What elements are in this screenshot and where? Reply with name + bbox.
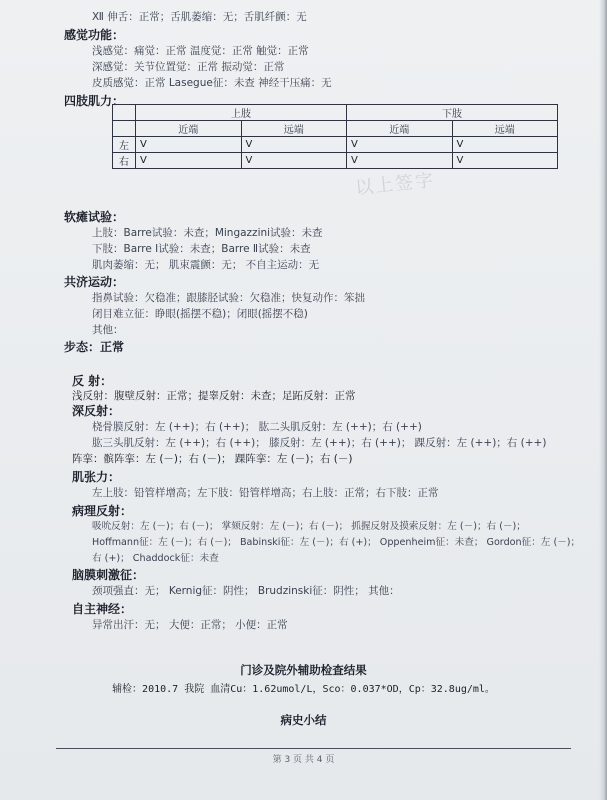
paralysis-lower: 下肢：Barre Ⅰ试验：未查；Barre Ⅱ试验：未查 [92,243,311,255]
row-side: 右 [113,153,136,169]
coordination-line3: 其他： [92,324,124,336]
superficial-reflex: 浅反射：腹壁反射：正常；提睾反射：未查；足跖反射：正常 [72,390,356,402]
strength-cell: V [136,153,242,169]
meningeal-heading: 脑膜刺激征： [72,568,145,582]
cranial-nerve-xii: Ⅻ 伸舌：正常；舌肌萎缩：无；舌肌纤颤：无 [92,11,307,23]
faded-stamp: 以上签字 [354,169,437,200]
autonomic-line: 异常出汗：无； 大便：正常； 小便：正常 [92,619,288,631]
upper-proximal-header: 近端 [136,121,242,137]
paralysis-heading: 软瘫试验： [64,210,125,224]
meningeal-line: 颈项强直：无； Kernig征：阴性； Brudzinski征：阴性； 其他： [92,585,400,597]
coordination-heading: 共济运动： [64,275,125,289]
pathological-line3: 右 (+)； Chaddock征：未查 [92,553,219,564]
lower-distal-header: 远端 [452,121,558,137]
pathological-heading: 病理反射： [72,504,133,518]
row-side: 左 [113,137,136,153]
sensory-cortical: 皮质感觉：正常 Lasegue征：未查 神经干压痛：无 [92,77,332,89]
strength-cell: V [136,137,242,153]
clonus: 阵挛：髌阵挛：左 (－)；右 (－)； 踝阵挛：左 (－)；右 (－) [72,453,353,465]
strength-cell: V [241,137,347,153]
deep-reflex-line2: 肱三头肌反射：左 (++)；右 (++)； 膝反射：左 (++)；右 (++)； 踝反射：左 (++)；右 (++) [92,437,547,449]
lower-limb-header: 下肢 [347,105,558,121]
strength-cell: V [241,153,347,169]
pathological-line1: 吸吮反射：左 (－)；右 (－)； 掌颏反射：左 (－)；右 (－)； 抓握反射及摸索反射：左 (－)；右 (－)； [92,521,526,532]
sensory-heading: 感觉功能： [64,28,125,42]
upper-distal-header: 远端 [241,121,347,137]
coordination-line1: 指鼻试验：欠稳准；跟膝胫试验：欠稳准；快复动作：笨拙 [92,292,365,304]
gait: 步态：正常 [64,340,125,354]
strength-cell: V [452,153,558,169]
upper-limb-header: 上肢 [136,105,347,121]
footer-rule [56,748,571,749]
limb-strength-table [112,104,558,169]
strength-cell: V [347,153,453,169]
lower-proximal-header: 近端 [347,121,453,137]
aux-line: 辅检：2010.7 我院 血清Cu：1.62umol/L，Sco：0.037*OD，Cp：32.8ug/ml。 [112,684,495,695]
paralysis-atrophy: 肌肉萎缩：无； 肌束震颤：无； 不自主运动：无 [92,259,320,271]
table-row [113,137,558,153]
deep-reflex-line1: 桡骨膜反射：左 (++)；右 (++)； 肱二头肌反射：左 (++)；右 (++) [92,421,422,433]
pathological-line2: Hoffmann征：左 (－)；右 (－)； Babinski征：左 (－)；右 (+)； Oppenheim征：未查； Gordon征：左 (－)； [92,537,581,548]
aux-title: 门诊及院外辅助检查结果 [240,663,367,677]
coordination-line2: 闭目难立征：睁眼(摇摆不稳)；闭眼(摇摆不稳) [92,308,308,320]
table-corner [113,105,136,121]
summary-title: 病史小结 [280,713,327,727]
tone-line: 左上肢：铅管样增高；左下肢：铅管样增高；右上肢：正常；右下肢：正常 [92,487,439,499]
table-row [113,153,558,169]
strength-cell: V [347,137,453,153]
tone-heading: 肌张力： [72,470,121,484]
strength-cell: V [452,137,558,153]
paralysis-upper: 上肢：Barre试验：未查；Mingazzini试验：未查 [92,227,323,239]
deep-reflex-heading: 深反射： [72,404,121,418]
limb-strength-heading: 四肢肌力： [64,94,125,108]
page-number: 第 3 页 共 4 页 [272,755,335,765]
autonomic-heading: 自主神经： [72,602,133,616]
sensory-shallow: 浅感觉：痛觉：正常 温度觉：正常 触觉：正常 [92,45,309,57]
reflex-heading: 反 射： [72,374,113,388]
sensory-deep: 深感觉：关节位置觉：正常 振动觉：正常 [92,61,285,73]
